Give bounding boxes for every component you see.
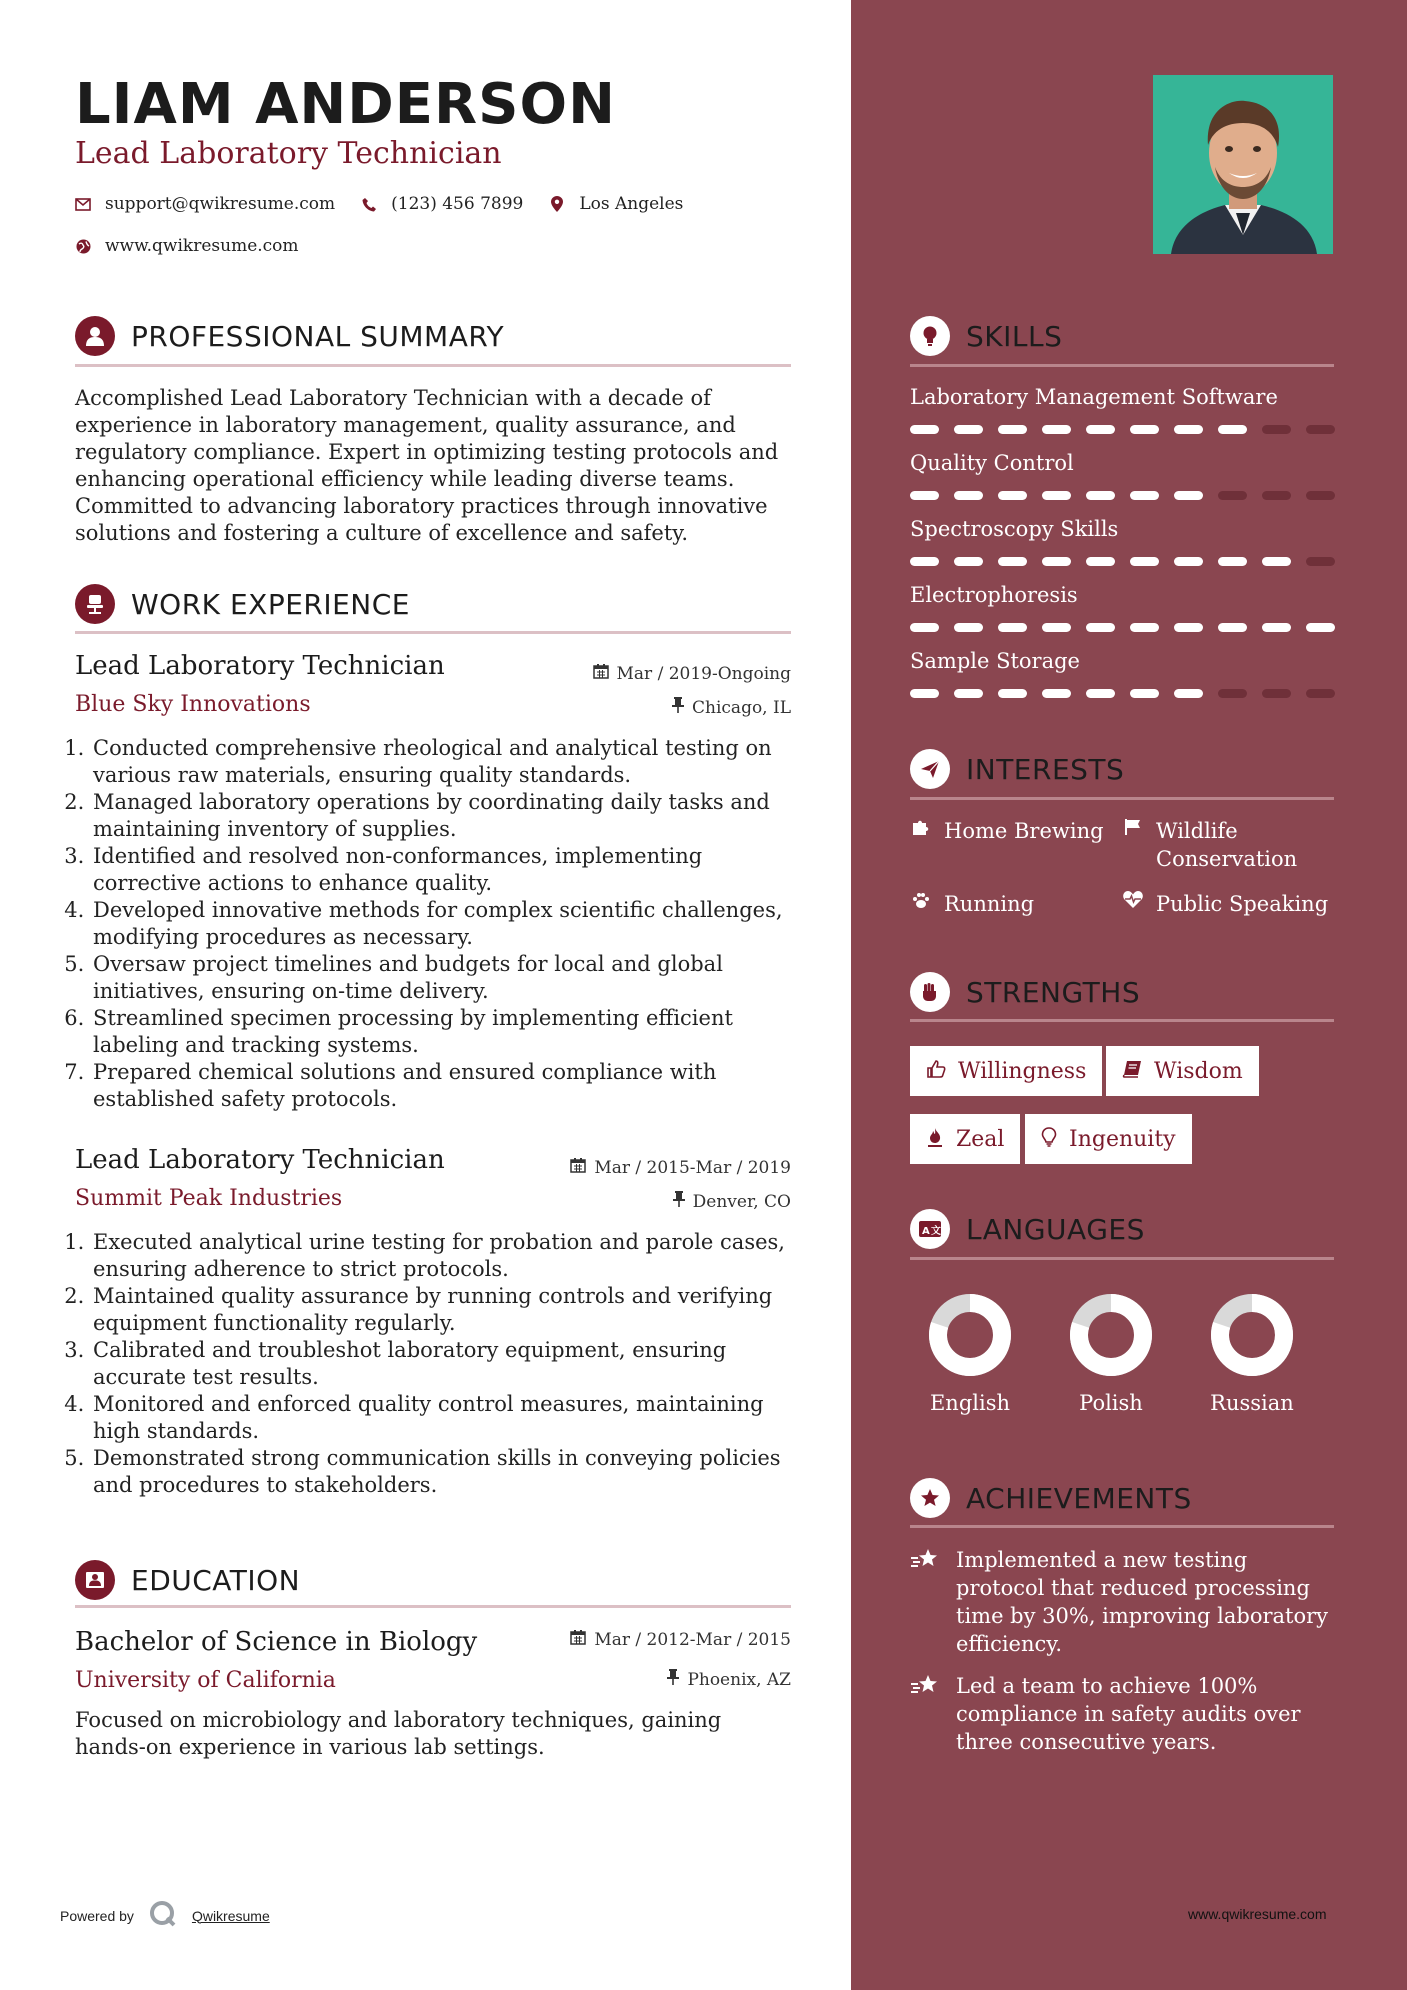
strength-badge xyxy=(1025,1114,1192,1164)
skill-dash xyxy=(1174,557,1203,566)
graduate-icon xyxy=(75,1560,115,1600)
skill-dash xyxy=(1086,689,1115,698)
list-item: 5. Oversaw project timelines and budgets for local and global initiatives, ensuring on-time delivery. xyxy=(91,951,801,1005)
language-donut xyxy=(1207,1290,1297,1380)
language-donut xyxy=(1066,1290,1156,1380)
website-text: www.qwikresume.com xyxy=(105,236,299,256)
summary-heading-label: PROFESSIONAL SUMMARY xyxy=(131,319,505,353)
summary-text: Accomplished Lead Laboratory Technician with a decade of experience in laboratory management, quality assurance, and regulatory compliance. Expert in optimizing testing protocols and enhancing operational efficiency while leading diverse teams. Committed to advancing laboratory practices through innovative solutions and fostering a culture of excellence and safety. xyxy=(75,386,779,545)
qwikresume-logo-icon xyxy=(148,1899,178,1932)
interest-item xyxy=(910,817,1110,845)
school-name: University of California xyxy=(75,1668,336,1693)
skill-dash xyxy=(910,689,939,698)
skill-name: Laboratory Management Software xyxy=(910,385,1278,409)
skill-dash xyxy=(1086,557,1115,566)
language-label: Russian xyxy=(1210,1391,1294,1415)
list-item: 3. Calibrated and troubleshot laboratory equipment, ensuring accurate test results. xyxy=(91,1337,801,1391)
skill-dash xyxy=(1174,623,1203,632)
location-text: Los Angeles xyxy=(579,194,684,214)
skill-name: Quality Control xyxy=(910,451,1074,475)
interests-divider xyxy=(910,797,1334,800)
interest-item xyxy=(1122,817,1342,873)
education-heading-label: EDUCATION xyxy=(131,1563,301,1597)
user-icon xyxy=(75,316,115,356)
heartbeat-icon xyxy=(1122,890,1144,918)
paper-plane-icon xyxy=(910,749,950,789)
fire-icon xyxy=(926,1127,944,1152)
language-label: English xyxy=(929,1391,1011,1415)
interest-item xyxy=(1122,890,1342,918)
language-donut xyxy=(925,1290,1015,1380)
languages-heading-label: LANGUAGES xyxy=(966,1212,1145,1246)
skill-dash xyxy=(1218,557,1247,566)
strength-label: Ingenuity xyxy=(1069,1126,1176,1152)
list-item: 3. Identified and resolved non-conformances, implementing corrective actions to enhance quality. xyxy=(91,843,801,897)
skills-heading-label: SKILLS xyxy=(966,319,1063,353)
strength-label: Zeal xyxy=(956,1126,1005,1152)
experience-heading xyxy=(75,584,410,624)
candidate-name: LIAM ANDERSON xyxy=(75,72,616,137)
skill-dash xyxy=(1262,689,1291,698)
office-chair-icon xyxy=(75,584,115,624)
skill-name: Sample Storage xyxy=(910,649,1080,673)
candidate-title: Lead Laboratory Technician xyxy=(75,136,502,171)
footer-site[interactable]: www.qwikresume.com xyxy=(1188,1906,1327,1922)
job-bullets xyxy=(73,1229,801,1499)
skill-dash xyxy=(910,491,939,500)
strength-label: Wisdom xyxy=(1154,1058,1243,1084)
education-heading xyxy=(75,1560,300,1600)
education-dates xyxy=(491,1629,791,1650)
skill-dash xyxy=(954,425,983,434)
skill-dash xyxy=(1130,425,1159,434)
strength-label: Willingness xyxy=(958,1058,1087,1084)
skill-dash xyxy=(1306,557,1335,566)
skill-dash xyxy=(1086,425,1115,434)
interest-label: Running xyxy=(944,892,1035,916)
skill-dash xyxy=(954,689,983,698)
skill-dash xyxy=(998,623,1027,632)
job-location-text: Chicago, IL xyxy=(692,697,791,718)
skill-dash xyxy=(1306,689,1335,698)
website-row xyxy=(75,236,299,256)
language-item xyxy=(1197,1290,1307,1415)
skill-level-bar xyxy=(910,557,1335,566)
location-item xyxy=(549,194,683,214)
skill-dash xyxy=(1174,491,1203,500)
skill-dash xyxy=(910,623,939,632)
list-item: 4. Developed innovative methods for complex scientific challenges, modifying procedures as necessary. xyxy=(91,897,801,951)
achievements-divider xyxy=(910,1525,1334,1528)
website-item[interactable] xyxy=(75,236,299,256)
skill-dash xyxy=(998,689,1027,698)
company-name: Summit Peak Industries xyxy=(75,1186,343,1211)
achievement-item xyxy=(910,1672,1334,1756)
job-location xyxy=(491,697,791,718)
strengths-heading-label: STRENGTHS xyxy=(966,975,1141,1009)
summary-heading xyxy=(75,316,504,356)
skill-dash xyxy=(1218,623,1247,632)
skill-dash xyxy=(1262,557,1291,566)
strength-badge xyxy=(910,1114,1020,1164)
contact-row xyxy=(75,194,683,214)
skill-dash xyxy=(1042,425,1071,434)
puzzle-icon xyxy=(910,817,932,845)
flag-icon xyxy=(1122,817,1144,873)
translate-icon xyxy=(910,1209,950,1249)
phone-text: (123) 456 7899 xyxy=(391,194,524,214)
thumbs-up-icon xyxy=(926,1059,946,1084)
job-dates-text: Mar / 2019-Ongoing xyxy=(616,663,791,684)
list-item: 1. Conducted comprehensive rheological and analytical testing on various raw materials, ensuring quality standards. xyxy=(91,735,801,789)
skill-dash xyxy=(1262,623,1291,632)
job-bullets xyxy=(73,735,801,1113)
phone-icon xyxy=(361,196,377,212)
strengths-heading xyxy=(910,972,1140,1012)
list-item: 1. Executed analytical urine testing for probation and parole cases, ensuring adherence to strict protocols. xyxy=(91,1229,801,1283)
skill-dash xyxy=(1130,689,1159,698)
star-icon xyxy=(910,1478,950,1518)
language-item xyxy=(915,1290,1025,1415)
job-title: Lead Laboratory Technician xyxy=(75,1145,445,1175)
skill-dash xyxy=(1042,557,1071,566)
languages-heading xyxy=(910,1209,1145,1249)
interest-label: Home Brewing xyxy=(944,819,1104,843)
education-location-text: Phoenix, AZ xyxy=(687,1669,791,1690)
skill-name: Spectroscopy Skills xyxy=(910,517,1119,541)
pushpin-icon xyxy=(667,1669,679,1690)
envelope-icon xyxy=(75,196,91,212)
pushpin-icon xyxy=(672,697,684,718)
education-location xyxy=(491,1669,791,1690)
globe-icon xyxy=(75,238,91,254)
list-item: 4. Monitored and enforced quality control measures, maintaining high standards. xyxy=(91,1391,801,1445)
skill-dash xyxy=(998,557,1027,566)
achievements-heading-label: ACHIEVEMENTS xyxy=(966,1481,1192,1515)
skill-dash xyxy=(910,557,939,566)
interest-label: Public Speaking xyxy=(1156,892,1329,916)
skill-dash xyxy=(1086,491,1115,500)
shooting-star-icon xyxy=(910,1546,942,1658)
calendar-icon xyxy=(593,663,609,684)
skill-dash xyxy=(998,491,1027,500)
skill-name: Electrophoresis xyxy=(910,583,1078,607)
interest-item xyxy=(910,890,1110,918)
skill-dash xyxy=(1042,623,1071,632)
email-text: support@qwikresume.com xyxy=(105,194,336,214)
education-divider xyxy=(75,1605,791,1608)
skill-level-bar xyxy=(910,623,1335,632)
job-location xyxy=(491,1191,791,1212)
skill-dash xyxy=(1262,491,1291,500)
interests-heading-label: INTERESTS xyxy=(966,752,1125,786)
experience-heading-label: WORK EXPERIENCE xyxy=(131,587,410,621)
skill-level-bar xyxy=(910,689,1335,698)
achievements-heading xyxy=(910,1478,1192,1518)
calendar-icon xyxy=(570,1629,586,1650)
email-item[interactable] xyxy=(75,194,335,214)
svg-text:A: A xyxy=(922,1226,930,1237)
skill-dash xyxy=(1130,557,1159,566)
map-marker-icon xyxy=(549,196,565,212)
job-title: Lead Laboratory Technician xyxy=(75,651,445,681)
strength-badge xyxy=(1106,1046,1259,1096)
skills-heading xyxy=(910,316,1062,356)
strength-badge xyxy=(910,1046,1102,1096)
degree-title: Bachelor of Science in Biology xyxy=(75,1627,478,1657)
skill-dash xyxy=(1218,491,1247,500)
skill-dash xyxy=(910,425,939,434)
company-name: Blue Sky Innovations xyxy=(75,692,311,717)
language-item xyxy=(1056,1290,1166,1415)
list-item: 7. Prepared chemical solutions and ensured compliance with established safety protocols. xyxy=(91,1059,801,1113)
list-item: 2. Maintained quality assurance by running controls and verifying equipment functionality regularly. xyxy=(91,1283,801,1337)
job-dates xyxy=(491,1157,791,1178)
job-dates xyxy=(491,663,791,684)
profile-photo xyxy=(1153,75,1333,254)
skill-dash xyxy=(1306,623,1335,632)
skill-dash xyxy=(1130,491,1159,500)
education-dates-text: Mar / 2012-Mar / 2015 xyxy=(594,1629,791,1650)
paw-icon xyxy=(910,890,932,918)
phone-item[interactable] xyxy=(361,194,523,214)
skill-dash xyxy=(1306,491,1335,500)
footer-powered-by xyxy=(60,1899,270,1932)
achievement-text: Led a team to achieve 100% compliance in safety audits over three consecutive years. xyxy=(956,1674,1301,1754)
strengths-divider xyxy=(910,1019,1334,1022)
skill-dash xyxy=(1042,491,1071,500)
svg-text:文: 文 xyxy=(931,1226,941,1237)
job-location-text: Denver, CO xyxy=(692,1191,791,1212)
skill-level-bar xyxy=(910,491,1335,500)
lightbulb-outline-icon xyxy=(1041,1127,1057,1152)
experience-divider xyxy=(75,631,791,634)
skill-dash xyxy=(1262,425,1291,434)
achievement-text: Implemented a new testing protocol that reduced processing time by 30%, improving laboratory efficiency. xyxy=(956,1548,1329,1656)
skill-dash xyxy=(1130,623,1159,632)
qwikresume-link[interactable]: Qwikresume xyxy=(191,1907,270,1924)
achievement-item xyxy=(910,1546,1334,1658)
shooting-star-icon xyxy=(910,1672,942,1756)
skill-level-bar xyxy=(910,425,1335,434)
skill-dash xyxy=(1086,623,1115,632)
list-item: 6. Streamlined specimen processing by implementing efficient labeling and tracking systems. xyxy=(91,1005,801,1059)
pushpin-icon xyxy=(673,1191,685,1212)
skill-dash xyxy=(1218,689,1247,698)
calendar-icon xyxy=(570,1157,586,1178)
interests-heading xyxy=(910,749,1124,789)
skill-dash xyxy=(1174,425,1203,434)
skill-dash xyxy=(1174,689,1203,698)
skill-dash xyxy=(954,491,983,500)
powered-by-text: Powered by xyxy=(60,1907,134,1924)
skill-dash xyxy=(1306,425,1335,434)
list-item: 5. Demonstrated strong communication skills in conveying policies and procedures to stakeholders. xyxy=(91,1445,801,1499)
list-item: 2. Managed laboratory operations by coordinating daily tasks and maintaining inventory of supplies. xyxy=(91,789,801,843)
languages-divider xyxy=(910,1257,1334,1260)
skills-divider xyxy=(910,364,1334,367)
job-dates-text: Mar / 2015-Mar / 2019 xyxy=(594,1157,791,1178)
fist-icon xyxy=(910,972,950,1012)
lightbulb-icon xyxy=(910,316,950,356)
language-label: Polish xyxy=(1079,1391,1143,1415)
skill-dash xyxy=(998,425,1027,434)
skill-dash xyxy=(954,557,983,566)
skill-dash xyxy=(954,623,983,632)
book-icon xyxy=(1122,1059,1142,1083)
skill-dash xyxy=(1218,425,1247,434)
summary-divider xyxy=(75,364,791,367)
skill-dash xyxy=(1042,689,1071,698)
education-text: Focused on microbiology and laboratory techniques, gaining hands-on experience in various lab settings. xyxy=(75,1708,722,1759)
interest-label: Wildlife Conservation xyxy=(1156,819,1298,871)
